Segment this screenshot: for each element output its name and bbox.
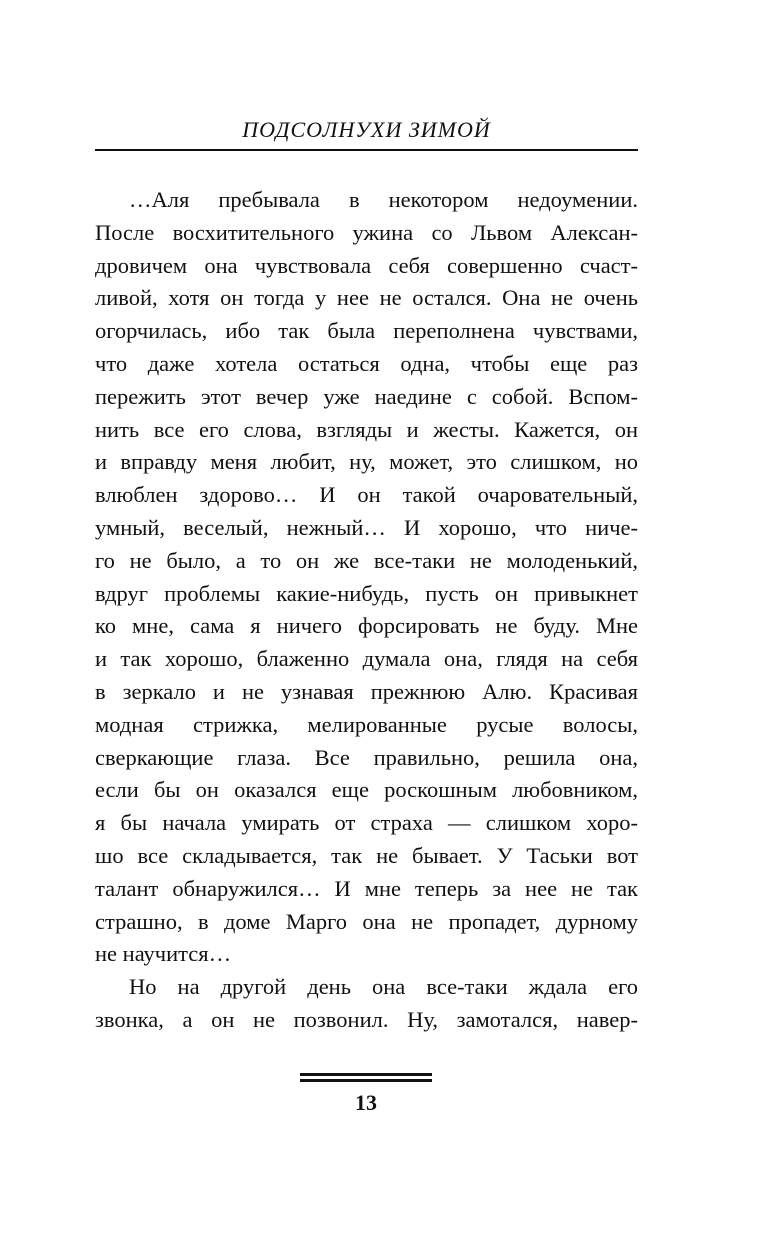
text-line: ко мне, сама я ничего форсировать не буду. Мне [95,613,638,639]
text-line: пережить этот вечер уже наедине с собой. Вспом- [95,383,638,409]
text-line: умный, веселый, нежный… И хорошо, что ниче- [95,514,638,540]
text-line: нить все его слова, взгляды и жесты. Кажется, он [95,416,638,442]
text-line: Но на другой день она все-таки ждала его [129,974,638,1000]
text-line: огорчилась, ибо так была переполнена чувствами, [95,318,638,344]
body-text [95,184,638,1037]
text-line: …Аля пребывала в некотором недоумении. [129,187,638,212]
page-number: 13 [355,1090,377,1115]
text-line: и так хорошо, блаженно думала она, глядя на себя [95,646,638,672]
running-header-title: ПОДСОЛНУХИ ЗИМОЙ [242,117,491,142]
text-line: не научится… [95,941,232,967]
text-line: в зеркало и не узнавая прежнюю Алю. Красивая [95,678,638,704]
text-line: я бы начала умирать от страха — слишком хоро- [95,810,638,836]
footer-rule-top [300,1073,432,1076]
text-line: ливой, хотя он тогда у нее не остался. Она не очень [95,285,638,311]
text-line: страшно, в доме Марго она не пропадет, дурному [95,908,638,934]
text-line: что даже хотела остаться одна, чтобы еще раз [95,350,638,376]
footer-rule-bottom [300,1079,432,1082]
text-line: звонка, а он не позвонил. Ну, замотался, навер- [95,1006,638,1032]
text-line: дровичем она чувствовала себя совершенно счаст- [95,252,638,278]
header-divider [95,149,638,151]
text-line: шо все складывается, так не бывает. У Таськи вот [95,842,638,868]
text-line: вдруг проблемы какие-нибудь, пусть он привыкнет [95,580,638,606]
text-line: сверкающие глаза. Все правильно, решила она, [95,744,638,770]
text-line: талант обнаружился… И мне теперь за нее не так [95,875,638,901]
text-line: если бы он оказался еще роскошным любовником, [95,777,638,803]
text-line: го не было, а то он же все-таки не молоденький, [95,547,638,573]
text-line: влюблен здорово… И он такой очаровательный, [95,482,638,508]
text-line: и вправду меня любит, ну, может, это слишком, но [95,449,638,475]
text-line: модная стрижка, мелированные русые волосы, [95,711,638,737]
text-line: После восхитительного ужина со Львом Алексан- [95,219,638,245]
